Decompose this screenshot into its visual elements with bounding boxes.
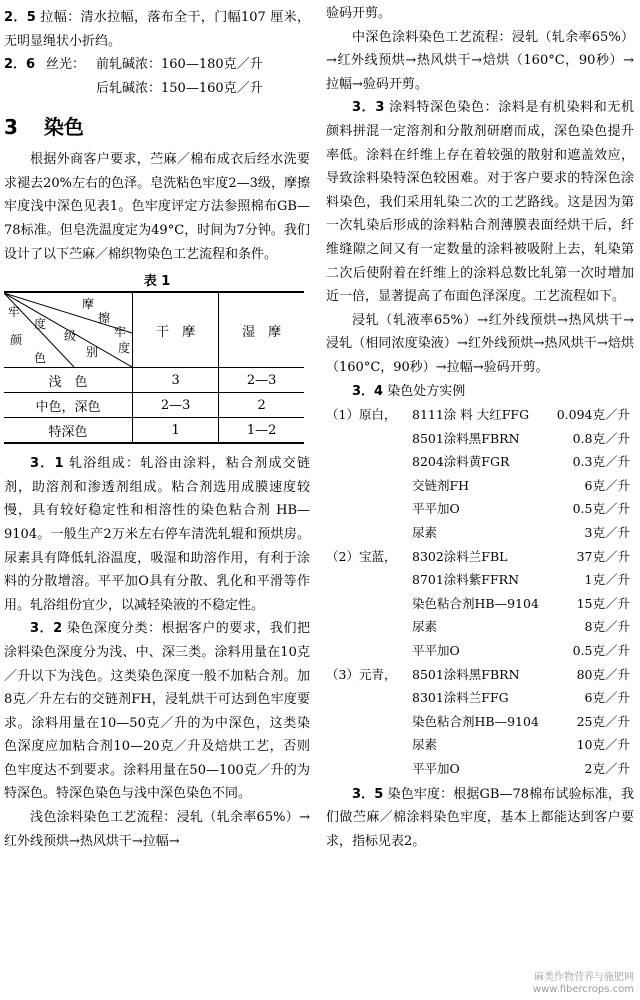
recipe-line: 尿素 3克／升 <box>412 525 630 541</box>
recipe-line: 平平加O 0.5克／升 <box>412 643 630 659</box>
table-row: 特深色 1 1—2 <box>4 418 304 444</box>
recipe-line: 平平加O 0.5克／升 <box>412 501 630 517</box>
left-column <box>4 0 310 853</box>
recipe-list <box>326 403 634 781</box>
recipe-line: （2）宝蓝， 8302涂料兰FBL 37克／升 <box>326 548 630 564</box>
recipe-line: （3）元青， 8501涂料黑FBRN 80克／升 <box>326 666 630 682</box>
table-row: 浅 色 3 2—3 <box>4 368 304 393</box>
section-2-6: 2．6 丝光： 前轧碱浓：160—180克／升 后轧碱浓：150—160克／升 <box>4 57 263 97</box>
section-3-heading: 3 染色 <box>4 115 84 140</box>
col-header-dry: 干 摩 <box>133 292 219 368</box>
table-diagonal-header: 摩 擦 牢 度 牢 度 级 别 颜 色 <box>4 292 133 368</box>
recipe-line: 8204涂料黄FGR 0.3克／升 <box>412 454 630 470</box>
recipe-line: （1）原白， 8111涂 料 大红FFG 0.094克／升 <box>326 407 630 423</box>
table-row: 中色，深色 2—3 2 <box>4 393 304 418</box>
right-column <box>326 0 634 853</box>
recipe-line: 8501涂料黑FBRN 0.8克／升 <box>412 430 630 446</box>
recipe-line: 8701涂料紫FFRN 1克／升 <box>412 572 630 588</box>
recipe-line: 染色粘合剂HB—9104 15克／升 <box>412 595 630 611</box>
section-3-5: 3．5 染色牢度：根据GB—78棉布试验标准，我们做苎麻／棉涂料染色牢度，基本上都能达到客户要求，指标见表2。 <box>326 786 635 849</box>
watermark: 麻类作物营养与施肥网 www.fibercrops.com <box>532 972 634 995</box>
section-3-1: 3．1 轧浴组成：轧浴由涂料，粘合剂成交链剂，助溶剂和渗透剂组成。粘合剂选用成膜速度较慢，具有较好稳定性和相溶性的染色粘合剂 HB—9104。一般生产2万米左右停车清洗轧辊和预烘房。尿素具有降低轧浴温度，吸湿和助溶作用，有利于涂料的分散增溶。平平加O具有分散、乳化和平滑等作用。轧浴组份宜少，以减轻染液的不稳定性。 <box>4 456 310 613</box>
light-color-flow: 浅色涂料染色工艺流程：浸轧（轧余率65%）→红外线预烘→热风烘干→拉幅→ <box>4 810 310 849</box>
section-3-3: 3．3 涂料特深色染色：涂料是有机染料和无机颜料拼混一定溶剂和分散剂研磨而成，深色染色提升率低。涂料在纤维上存在着较强的散射和遮盖效应，导致涂料染特深色较困难。对于客户要求的特深色涂料染色，我们采用轧染二次的工艺路线。这是因为第一次轧染后形成的涂料粘合剂薄膜表面经烘干后，纤维缝隙之间又有一定数量的涂料被吸附上去，轧染第二次后使附着在纤维上的涂料总数比轧第一次时增加近一倍，显著提高了布面色泽深度。工艺流程如下。 <box>326 100 634 305</box>
recipe-line: 平平加O 2克／升 <box>412 761 630 776</box>
col-header-wet: 湿 摩 <box>219 292 304 368</box>
section-3-2: 3．2 染色深度分类：根据客户的要求，我们把涂料染色深度分为浅、中、深三类。涂料用量在10克／升以下为浅色。这类染色深度一般不加粘合剂。加8克／升左右的交链剂FH，浸轧烘干可达到色牢度要求。涂料用量在10—50克／升的为中深色，这类染色深度应加粘合剂10—20克／升及焙烘工艺，否则色牢度达不到要求。涂料用量在50—100克／升的为特深色。特深色染色与浅中深色染色不同。 <box>4 621 310 802</box>
table-1-caption: 表 1 <box>143 274 171 290</box>
section-3-intro: 根据外商客户要求，苎麻／棉布成衣后经水洗要求褪去20%左右的色泽。皂洗粘色牢度2—3级，摩擦牢度浅中深色见表1。色牢度评定方法参照棉布GB—78标准。但皂洗温度定为49°C，时间为7分钟。我们设计了以下苎麻／棉织物染色工艺流程和条件。 <box>4 152 310 262</box>
recipe-line: 尿素 8克／升 <box>412 619 630 635</box>
recipe-line: 交链剂FH 6克／升 <box>412 477 630 493</box>
section-3-4-heading: 3．4 染色处方实例 <box>352 383 466 399</box>
section-2-5: 2．5 拉幅：清水拉幅，落布全干，门幅107 厘米，无明显绳状小折绉。 <box>4 10 311 49</box>
recipe-line: 8301涂料兰FFG 6克／升 <box>412 690 630 706</box>
extra-dark-flow: 浸轧（轧液率65%）→红外线预烘→热风烘干→浸轧（相同浓度染液）→红外线预烘→热风烘干→焙烘（160°C，90秒）→拉幅→验码开剪。 <box>326 312 634 375</box>
light-color-flow-end: 验码开剪。 <box>326 6 392 21</box>
table-1 <box>4 291 304 444</box>
recipe-line: 染色粘合剂HB—9104 25克／升 <box>412 713 630 729</box>
recipe-line: 尿素 10克／升 <box>412 737 630 753</box>
medium-dark-flow: 中深色涂料染色工艺流程：浸轧（轧余率65%）→红外线预烘→热风烘干→焙烘（160°C，90秒）→拉幅→验码开剪。 <box>326 29 634 92</box>
